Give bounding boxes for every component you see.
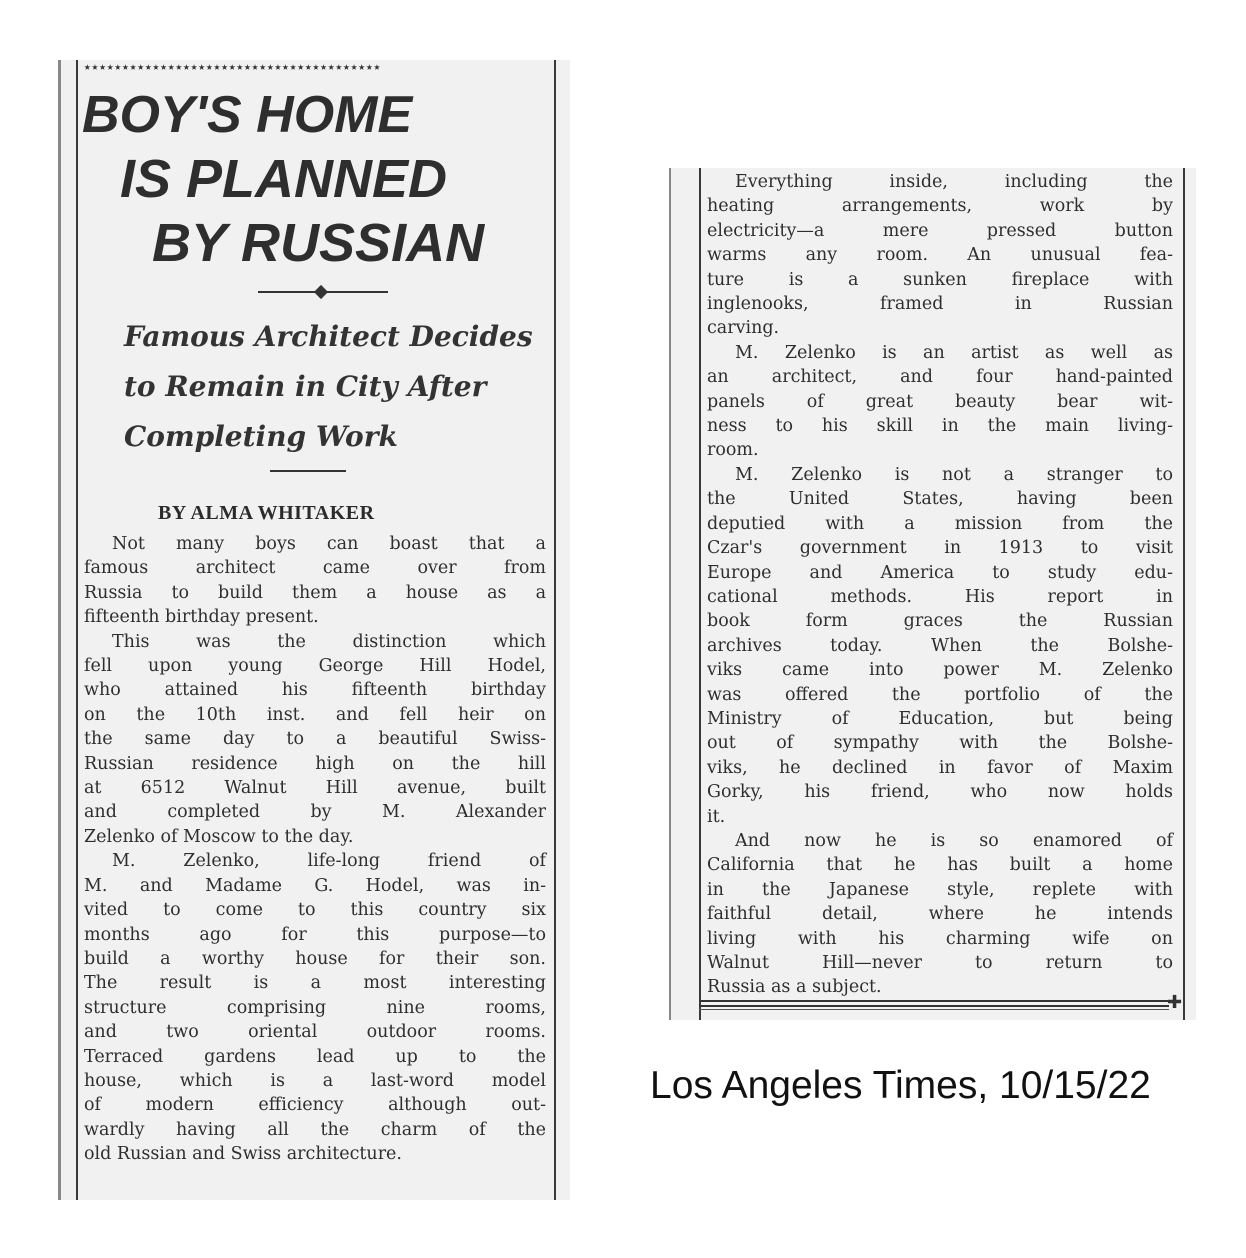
text-line: of modern efficiency although out- bbox=[84, 1095, 546, 1116]
text-line: build a worthy house for their son. bbox=[84, 948, 546, 969]
paragraph bbox=[84, 630, 546, 850]
text-line: Terraced gardens lead up to the bbox=[84, 1046, 546, 1067]
text-line: ness to his skill in the main living- bbox=[707, 416, 1173, 437]
headline-line-2: IS PLANNED bbox=[120, 149, 448, 209]
text-line: Russian residence high on the hill bbox=[84, 753, 546, 774]
text-line: heating arrangements, work by bbox=[707, 196, 1173, 217]
end-mark-icon: ✚ bbox=[1167, 992, 1183, 1013]
paragraph bbox=[707, 829, 1173, 1000]
text-line: Europe and America to study edu- bbox=[707, 562, 1173, 583]
deck-line-3: Completing Work bbox=[124, 420, 398, 453]
text-line: Czar's government in 1913 to visit bbox=[707, 538, 1173, 559]
right-clipping bbox=[669, 168, 1196, 1020]
text-line: M. Zelenko, life-long friend of bbox=[112, 851, 546, 872]
text-line: The result is a most interesting bbox=[84, 973, 546, 994]
text-line: cational methods. His report in bbox=[707, 586, 1173, 607]
clipping-edge bbox=[58, 60, 61, 1200]
text-line: And now he is so enamored of bbox=[735, 830, 1173, 851]
deck-line-2: to Remain in City After bbox=[124, 370, 487, 403]
text-line: the United States, having been bbox=[707, 489, 1173, 510]
text-line: Russia as a subject. bbox=[707, 977, 882, 998]
text-line: electricity—a mere pressed button bbox=[707, 220, 1173, 241]
headline-ornament bbox=[258, 288, 388, 296]
text-line: Ministry of Education, but being bbox=[707, 708, 1173, 729]
headline-line-3: BY RUSSIAN bbox=[152, 213, 485, 273]
text-line: out of sympathy with the Bolshe- bbox=[707, 733, 1173, 754]
byline: BY ALMA WHITAKER bbox=[158, 502, 375, 524]
text-line: book form graces the Russian bbox=[707, 611, 1173, 632]
text-line: faithful detail, where he intends bbox=[707, 904, 1173, 925]
right-article-body bbox=[707, 170, 1173, 1000]
text-line: Zelenko of Moscow to the day. bbox=[84, 826, 354, 847]
text-line: fell upon young George Hill Hodel, bbox=[84, 656, 546, 677]
text-line: an architect, and four hand-painted bbox=[707, 367, 1173, 388]
text-line: Everything inside, including the bbox=[735, 172, 1173, 192]
text-line: M. and Madame G. Hodel, was in- bbox=[84, 875, 546, 896]
text-line: living with his charming wife on bbox=[707, 928, 1173, 949]
text-line: wardly having all the charm of the bbox=[84, 1119, 546, 1140]
text-line: deputied with a mission from the bbox=[707, 513, 1173, 534]
text-line: Walnut Hill—never to return to bbox=[707, 953, 1173, 973]
column-rule-left bbox=[76, 60, 78, 1200]
text-line: the same day to a beautiful Swiss- bbox=[84, 729, 546, 750]
text-line: M. Zelenko is not a stranger to bbox=[735, 464, 1173, 485]
text-line: and completed by M. Alexander bbox=[84, 802, 546, 823]
left-article-body bbox=[84, 532, 546, 1167]
deck-rule bbox=[270, 470, 346, 472]
text-line: house, which is a last-word model bbox=[84, 1070, 546, 1091]
text-line: in the Japanese style, replete with bbox=[707, 879, 1173, 900]
paragraph bbox=[707, 463, 1173, 829]
text-line: M. Zelenko is an artist as well as bbox=[735, 342, 1173, 363]
text-line: Not many boys can boast that a bbox=[112, 534, 546, 554]
text-line: on the 10th inst. and fell heir on bbox=[84, 704, 546, 725]
text-line: inglenooks, framed in Russian bbox=[707, 294, 1173, 315]
left-clipping bbox=[58, 60, 570, 1200]
paragraph bbox=[84, 532, 546, 630]
text-line: panels of great beauty bear wit- bbox=[707, 391, 1173, 412]
paragraph bbox=[707, 341, 1173, 463]
text-line: carving. bbox=[707, 318, 780, 339]
paragraph bbox=[707, 170, 1173, 341]
deck-line-1: Famous Architect Decides bbox=[124, 320, 533, 353]
paragraph bbox=[84, 849, 546, 1166]
text-line: viks came into power M. Zelenko bbox=[707, 660, 1173, 681]
text-line: California that he has built a home bbox=[707, 855, 1173, 876]
text-line: room. bbox=[707, 440, 759, 461]
text-line: archives today. When the Bolshe- bbox=[707, 635, 1173, 656]
clipping-edge bbox=[669, 168, 671, 1020]
text-line: Russia to build them a house as a bbox=[84, 582, 546, 603]
top-border-stars: ★★★★★★★★★★★★★★★★★★★★★★★★★★★★★★★★★★★★★★★ bbox=[84, 60, 382, 73]
text-line: vited to come to this country six bbox=[84, 900, 546, 921]
text-line: at 6512 Walnut Hill avenue, built bbox=[84, 778, 546, 799]
text-line: Gorky, his friend, who now holds bbox=[707, 782, 1173, 803]
column-rule-left bbox=[699, 168, 701, 1020]
text-line: ture is a sunken fireplace with bbox=[707, 269, 1173, 290]
text-line: months ago for this purpose—to bbox=[84, 924, 546, 945]
text-line: and two oriental outdoor rooms. bbox=[84, 1022, 546, 1043]
column-rule-right bbox=[1183, 168, 1185, 1020]
headline-line-1: BOY'S HOME bbox=[82, 86, 413, 144]
text-line: it. bbox=[707, 806, 726, 827]
text-line: who attained his fifteenth birthday bbox=[84, 680, 546, 701]
text-line: warms any room. An unusual fea- bbox=[707, 245, 1173, 266]
text-line: was offered the portfolio of the bbox=[707, 684, 1173, 705]
text-line: famous architect came over from bbox=[84, 558, 546, 579]
text-line: viks, he declined in favor of Maxim bbox=[707, 757, 1173, 778]
text-line: old Russian and Swiss architecture. bbox=[84, 1144, 402, 1165]
source-caption: Los Angeles Times, 10/15/22 bbox=[650, 1064, 1151, 1107]
text-line: This was the distinction which bbox=[112, 631, 546, 652]
text-line: structure comprising nine rooms, bbox=[84, 997, 546, 1018]
text-line: fifteenth birthday present. bbox=[84, 607, 319, 628]
